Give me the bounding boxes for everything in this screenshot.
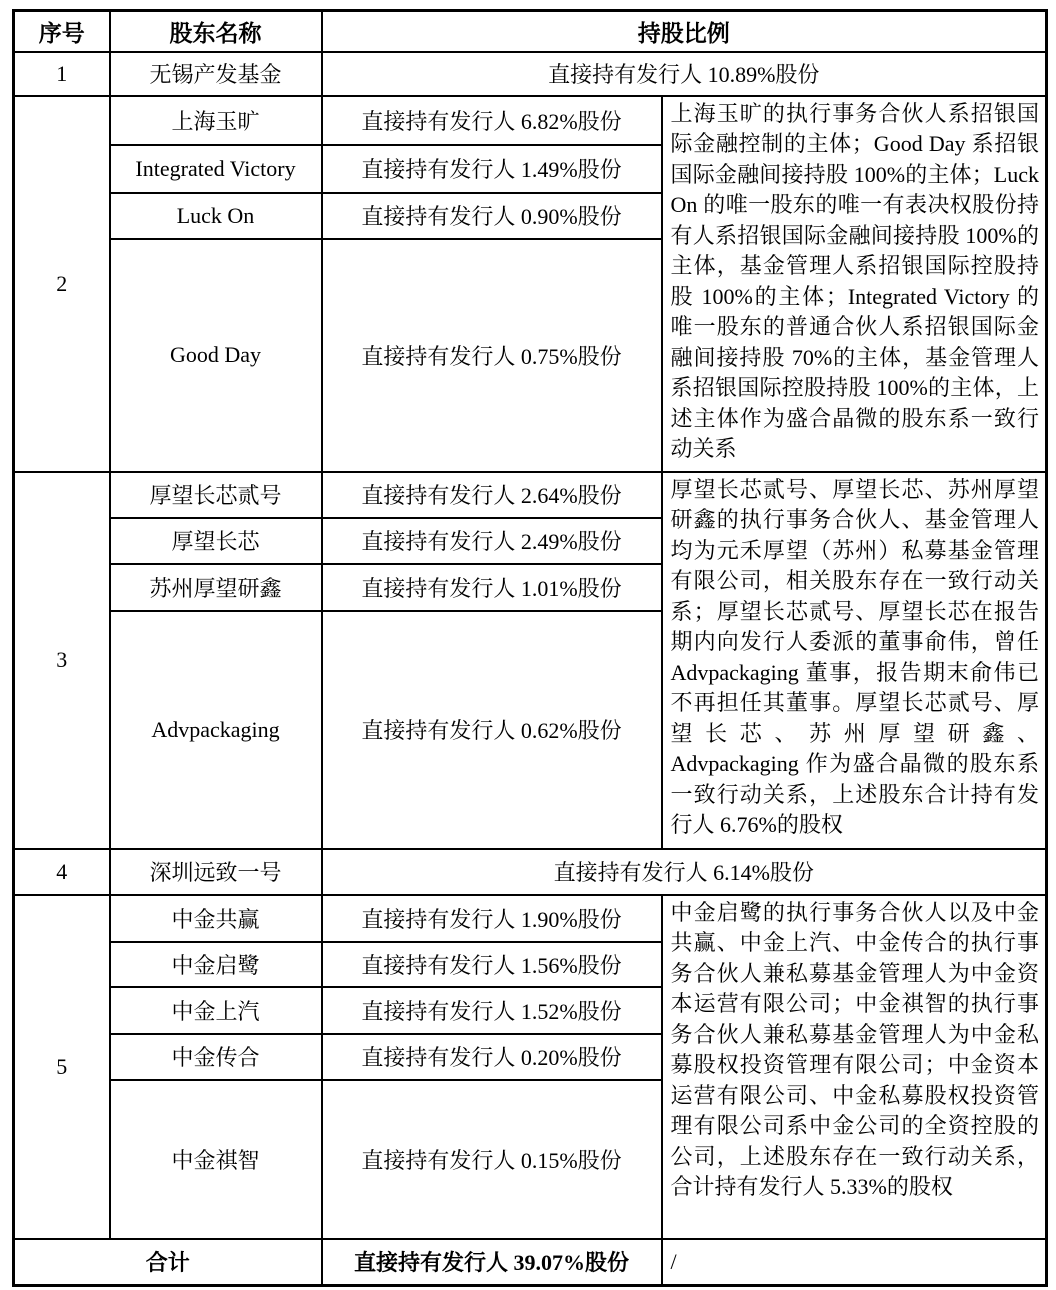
shareholder-name-cell: Good Day (110, 239, 322, 472)
shareholder-name-cell: 深圳远致一号 (110, 849, 322, 895)
ratio-cell: 直接持有发行人 1.56%股份 (322, 942, 662, 987)
total-label-cell: 合计 (14, 1239, 322, 1286)
shareholder-name-cell: 厚望长芯 (110, 518, 322, 564)
shareholder-name-cell: 中金共赢 (110, 895, 322, 942)
shareholders-table (12, 9, 1048, 1287)
shareholder-name-cell: 中金上汽 (110, 987, 322, 1034)
shareholder-name-cell: 苏州厚望研鑫 (110, 564, 322, 611)
ratio-cell: 直接持有发行人 0.75%股份 (322, 239, 662, 472)
ratio-cell: 直接持有发行人 1.90%股份 (322, 895, 662, 942)
table-row (14, 52, 1047, 96)
shareholder-name-cell: 中金启鹭 (110, 942, 322, 987)
table-row (14, 849, 1047, 895)
header-shareholding-ratio: 持股比例 (322, 11, 1047, 52)
header-shareholder-name: 股东名称 (110, 11, 322, 52)
ratio-cell: 直接持有发行人 6.14%股份 (322, 849, 1047, 895)
ratio-cell: 直接持有发行人 0.20%股份 (322, 1034, 662, 1080)
shareholder-name-cell: Luck On (110, 193, 322, 239)
total-slash-cell: / (662, 1239, 1047, 1286)
index-cell: 5 (14, 895, 110, 1239)
ratio-cell: 直接持有发行人 1.01%股份 (322, 564, 662, 611)
table-row (14, 96, 1047, 145)
shareholder-name-cell: 厚望长芯贰号 (110, 472, 322, 518)
index-cell: 4 (14, 849, 110, 895)
ratio-cell: 直接持有发行人 0.90%股份 (322, 193, 662, 239)
note-cell: 厚望长芯贰号、厚望长芯、苏州厚望研鑫的执行事务合伙人、基金管理人均为元禾厚望（苏州）私募基金管理有限公司，相关股东存在一致行动关系；厚望长芯贰号、厚望长芯在报告期内向发行人委派的董事俞伟，曾任 Advpackaging 董事，报告期末俞伟已不再担任其董事。厚望长芯贰号、厚望长芯、苏州厚望研鑫、Advpackaging 作为盛合晶微的股东系一致行动关系，上述股东合计持有发行人 6.76%的股权 (662, 472, 1047, 849)
table-row (14, 472, 1047, 518)
ratio-cell: 直接持有发行人 2.64%股份 (322, 472, 662, 518)
total-ratio-cell: 直接持有发行人 39.07%股份 (322, 1239, 662, 1286)
total-row (14, 1239, 1047, 1286)
shareholder-name-cell: 中金传合 (110, 1034, 322, 1080)
ratio-cell: 直接持有发行人 1.52%股份 (322, 987, 662, 1034)
shareholder-name-cell: Advpackaging (110, 611, 322, 849)
shareholder-name-cell: 无锡产发基金 (110, 52, 322, 96)
ratio-cell: 直接持有发行人 6.82%股份 (322, 96, 662, 145)
table-header-row (14, 11, 1047, 52)
index-cell: 2 (14, 96, 110, 472)
shareholder-name-cell: Integrated Victory (110, 145, 322, 193)
shareholder-name-cell: 中金祺智 (110, 1080, 322, 1239)
index-cell: 1 (14, 52, 110, 96)
ratio-cell: 直接持有发行人 1.49%股份 (322, 145, 662, 193)
index-cell: 3 (14, 472, 110, 849)
note-cell: 上海玉旷的执行事务合伙人系招银国际金融控制的主体；Good Day 系招银国际金融间接持股 100%的主体；Luck On 的唯一股东的唯一有表决权股份持有人系招银国际金融间接持股 100%的主体，基金管理人系招银国际控股持股 100%的主体；Integrated Victory 的唯一股东的普通合伙人系招银国际金融间接持股 70%的主体，基金管理人系招银国际控股持股 100%的主体，上述主体作为盛合晶微的股东系一致行动关系 (662, 96, 1047, 472)
shareholder-name-cell: 上海玉旷 (110, 96, 322, 145)
ratio-cell: 直接持有发行人 0.15%股份 (322, 1080, 662, 1239)
ratio-cell: 直接持有发行人 0.62%股份 (322, 611, 662, 849)
ratio-cell: 直接持有发行人 2.49%股份 (322, 518, 662, 564)
ratio-cell: 直接持有发行人 10.89%股份 (322, 52, 1047, 96)
note-cell: 中金启鹭的执行事务合伙人以及中金共赢、中金上汽、中金传合的执行事务合伙人兼私募基金管理人为中金资本运营有限公司；中金祺智的执行事务合伙人兼私募基金管理人为中金私募股权投资管理有限公司；中金资本运营有限公司、中金私募股权投资管理有限公司系中金公司的全资控股的公司，上述股东存在一致行动关系，合计持有发行人 5.33%的股权 (662, 895, 1047, 1239)
header-index: 序号 (14, 11, 110, 52)
table-row (14, 895, 1047, 942)
